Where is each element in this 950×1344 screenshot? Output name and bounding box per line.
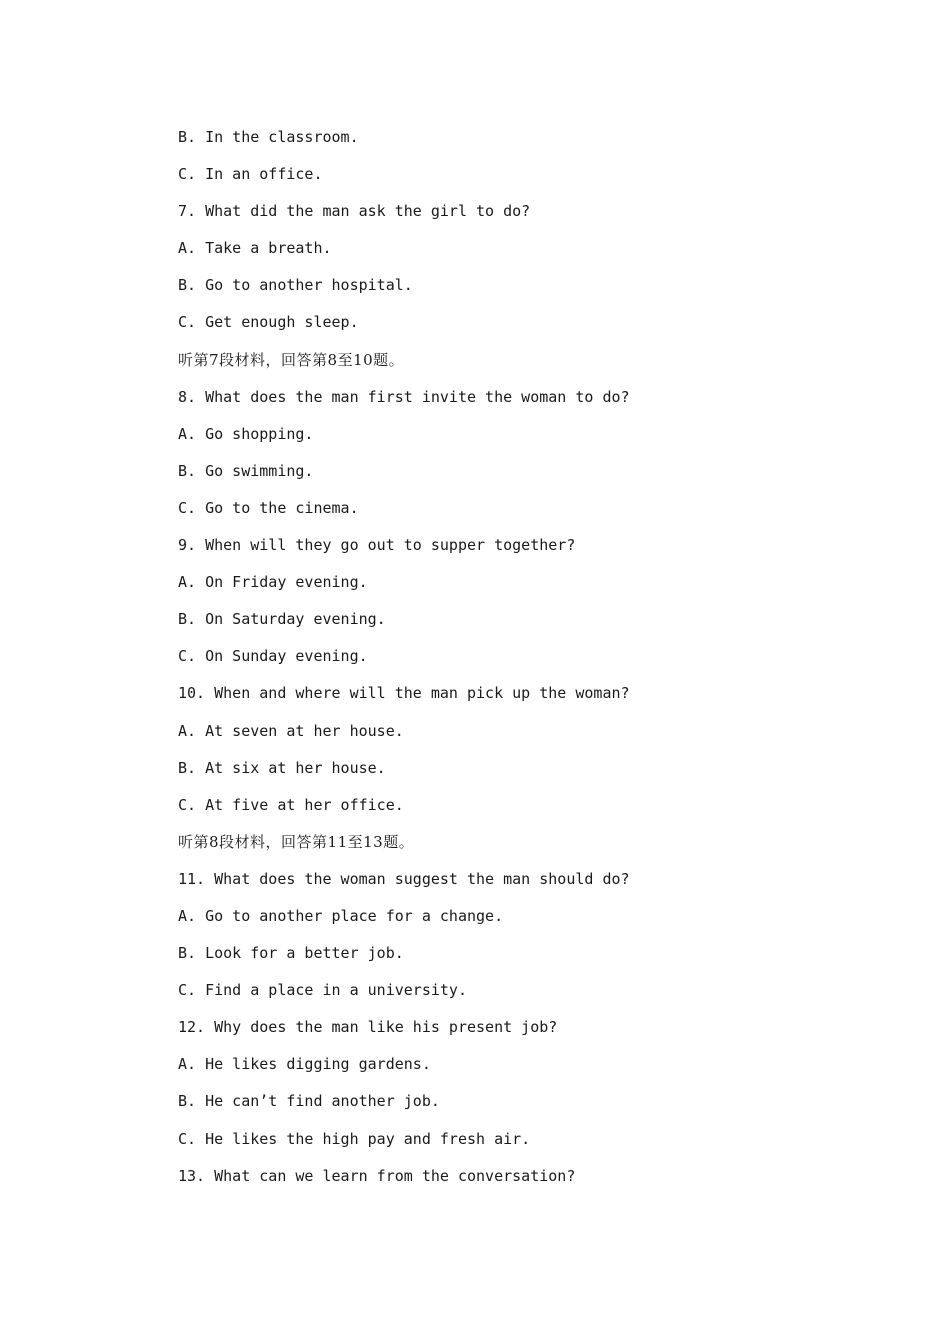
option-9c: C. On Sunday evening.	[178, 647, 368, 666]
question-9: 9. When will they go out to supper together?	[178, 536, 576, 555]
option-6b: B. In the classroom.	[178, 128, 359, 146]
option-7c: C. Get enough sleep.	[178, 313, 359, 332]
option-6c: C. In an office.	[178, 165, 323, 184]
option-7a: A. Take a breath.	[178, 239, 332, 258]
option-10a: A. At seven at her house.	[178, 721, 404, 740]
option-11a: A. Go to another place for a change.	[178, 906, 504, 925]
option-9a: A. On Friday evening.	[178, 573, 368, 592]
option-8a: A. Go shopping.	[178, 424, 314, 443]
option-10b: B. At six at her house.	[178, 758, 386, 777]
option-8c: C. Go to the cinema.	[178, 498, 359, 517]
option-12a: A. He likes digging gardens.	[178, 1055, 431, 1074]
option-11c: C. Find a place in a university.	[178, 981, 467, 1000]
question-list	[178, 126, 878, 1202]
question-7: 7. What did the man ask the girl to do?	[178, 202, 531, 221]
option-10c: C. At five at her office.	[178, 795, 404, 814]
question-13: 13. What can we learn from the conversation?	[178, 1166, 576, 1185]
question-11: 11. What does the woman suggest the man should do?	[178, 869, 630, 888]
section-heading-8: 听第8段材料，回答第11至13题。	[178, 832, 415, 851]
option-7b: B. Go to another hospital.	[178, 276, 413, 295]
option-9b: B. On Saturday evening.	[178, 610, 386, 629]
question-10: 10. When and where will the man pick up the woman?	[178, 684, 630, 703]
option-12c: C. He likes the high pay and fresh air.	[178, 1129, 531, 1148]
option-8b: B. Go swimming.	[178, 461, 314, 480]
option-11b: B. Look for a better job.	[178, 944, 404, 963]
question-8: 8. What does the man first invite the woman to do?	[178, 387, 630, 406]
option-12b: B. He can’t find another job.	[178, 1092, 440, 1111]
question-12: 12. Why does the man like his present job?	[178, 1018, 558, 1037]
section-heading-7: 听第7段材料，回答第8至10题。	[178, 350, 405, 369]
